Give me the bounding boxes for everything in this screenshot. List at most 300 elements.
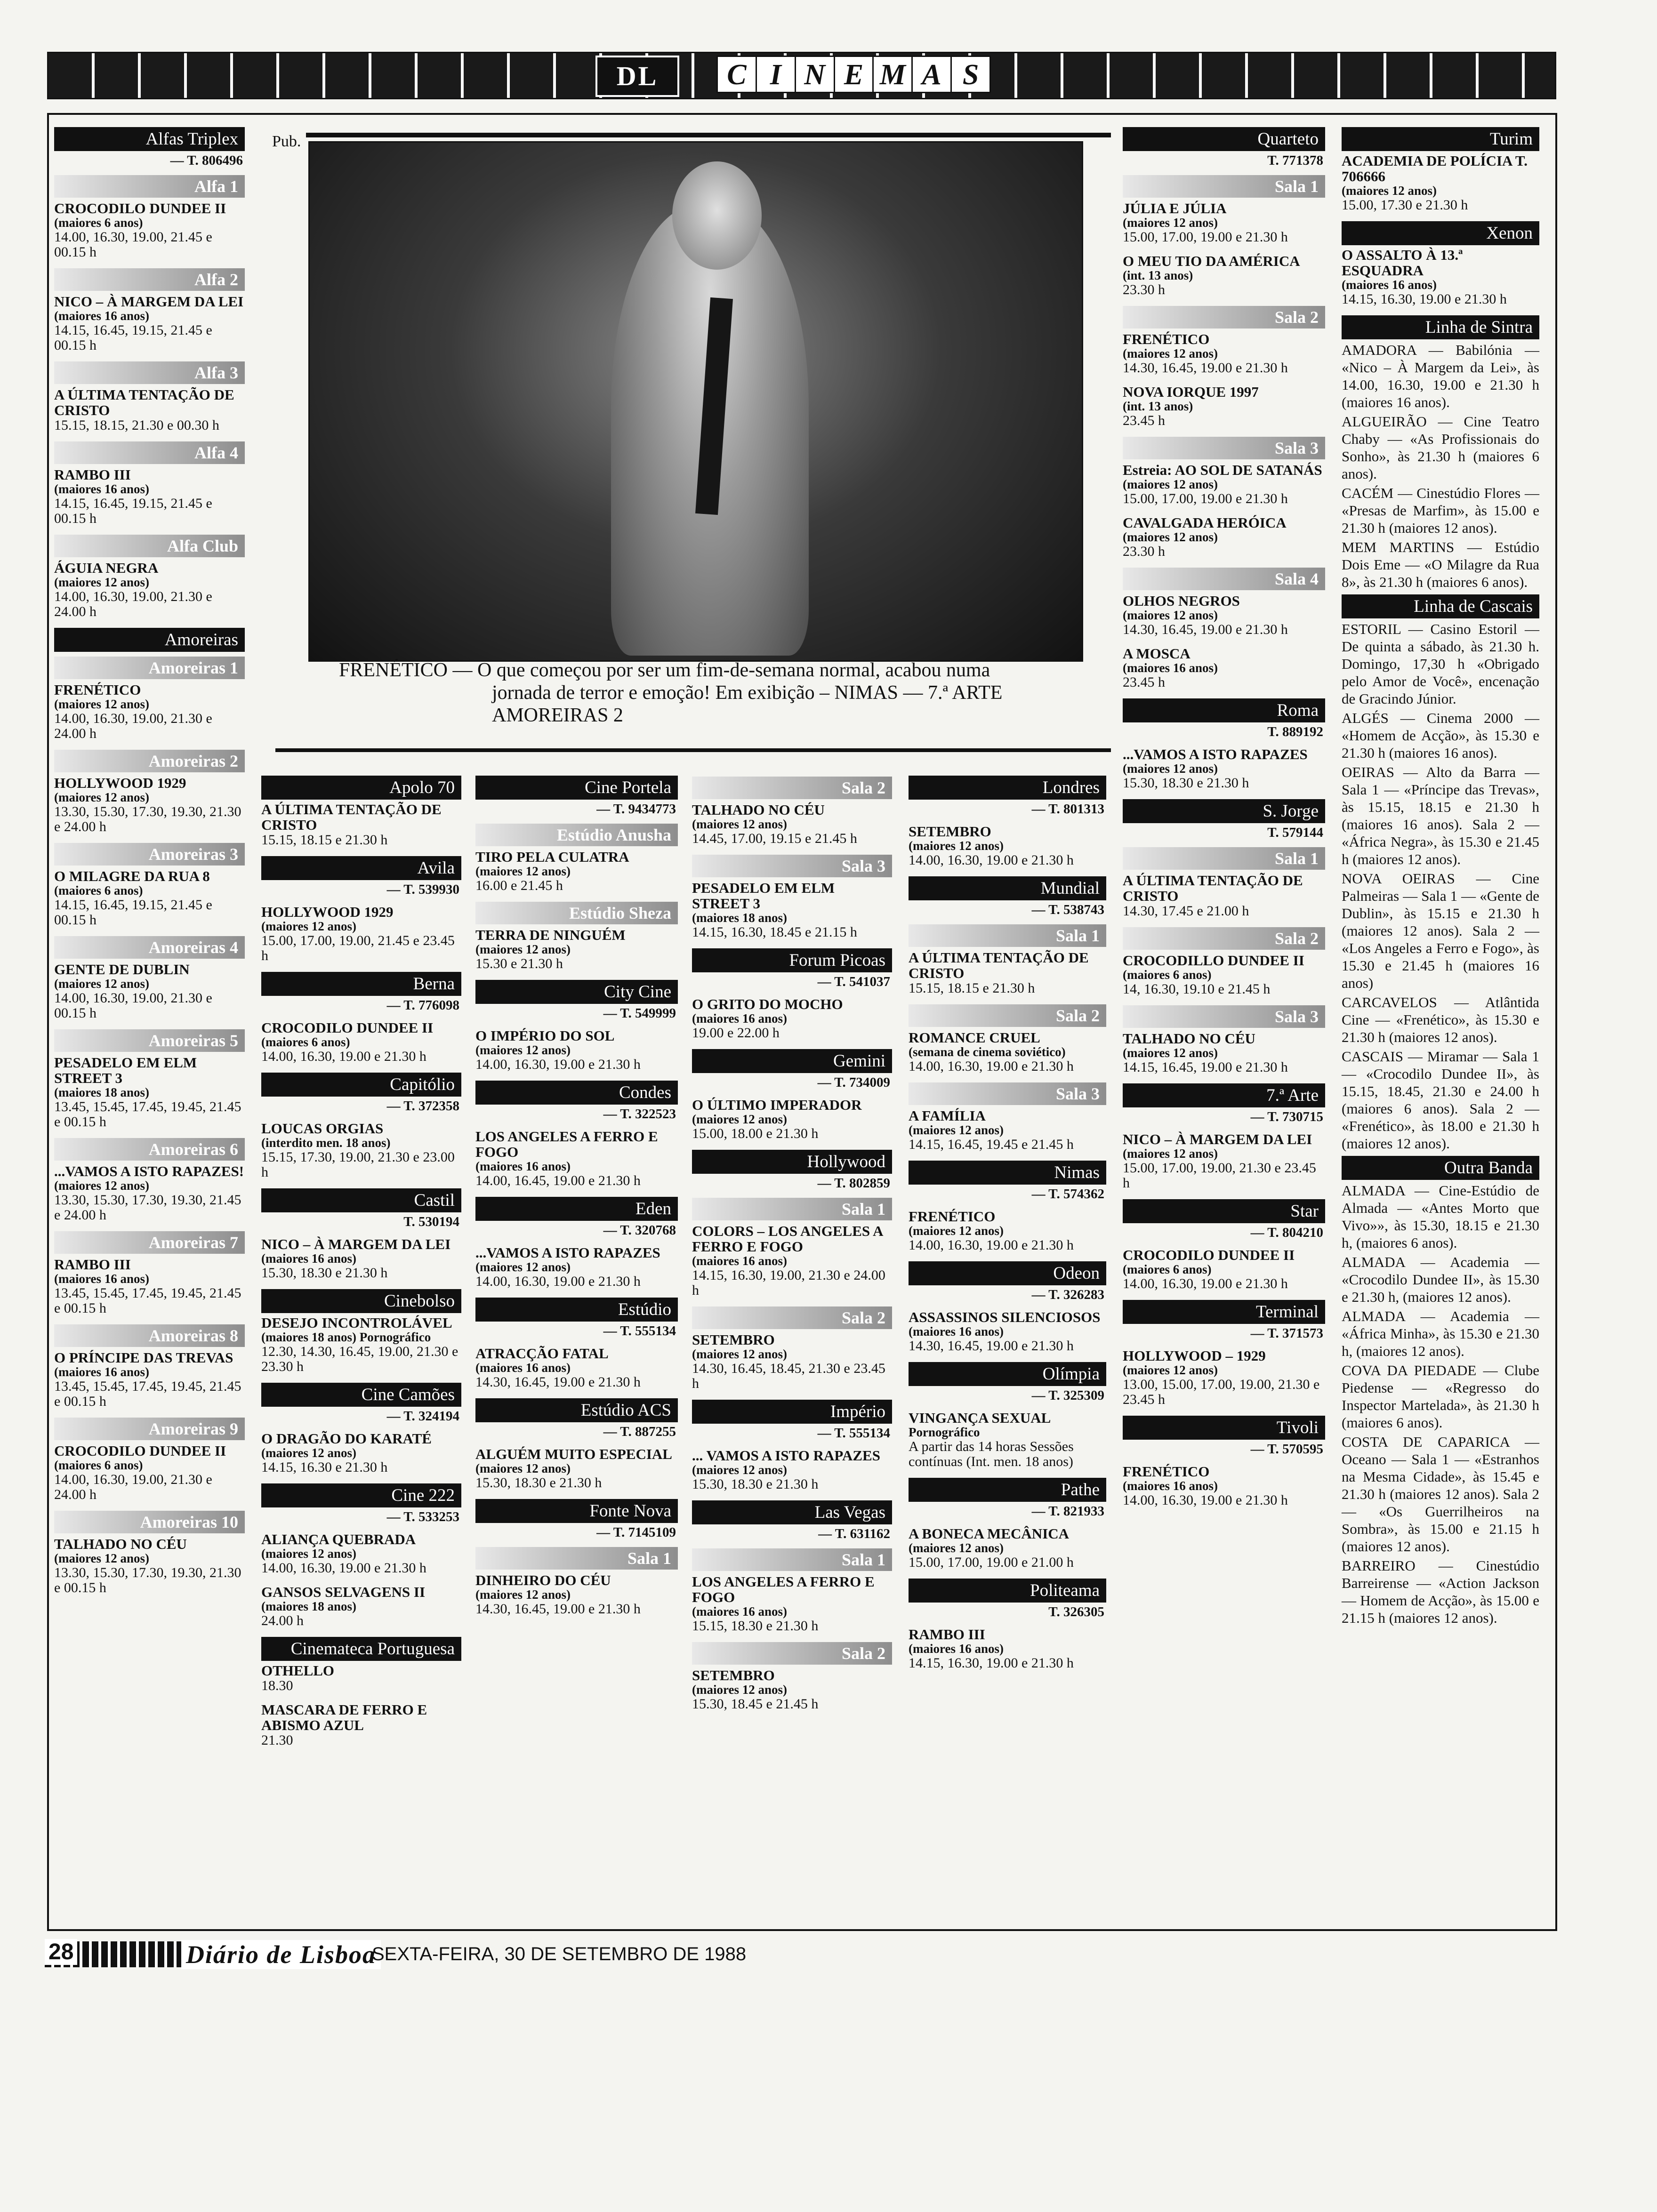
screen-header: Sala 2 — [692, 777, 892, 799]
rating: (maiores 12 anos) — [692, 1683, 787, 1697]
showtimes: 14.00, 16.30, 19.00, 21.30 e 24.00 h — [54, 711, 212, 741]
rating: (maiores 12 anos) — [1123, 761, 1218, 776]
phone-number: — T. 804210 — [1250, 1225, 1323, 1240]
showtimes: 15.30, 18.30 e 21.30 h — [261, 1265, 388, 1281]
film-title: Estreia: AO SOL DE SATANÁS — [1123, 462, 1322, 478]
phone-number: — T. 371573 — [1250, 1326, 1323, 1341]
screen-header: Amoreiras 10 — [54, 1511, 245, 1533]
showtimes: 14.15, 16.45, 19.15, 21.45 e 00.15 h — [54, 496, 212, 526]
rating: (maiores 16 anos) — [692, 1011, 787, 1026]
rating: (maiores 6 anos) — [54, 216, 143, 230]
film-title: CROCODILLO DUNDEE II — [1123, 952, 1304, 969]
screen-header: Alfa 1 — [54, 175, 245, 198]
film-title: ALGUÉM MUITO ESPECIAL — [475, 1446, 672, 1462]
rating: (maiores 16 anos) — [475, 1361, 571, 1375]
rating: (maiores 16 anos) — [909, 1642, 1004, 1656]
film-title: O ÚLTIMO IMPERADOR — [692, 1097, 862, 1113]
film-title: LOUCAS ORGIAS — [261, 1120, 384, 1137]
showtimes: 14.15, 16.30, 18.45 e 21.15 h — [692, 924, 857, 940]
film-title: ...VAMOS A ISTO RAPAZES — [1123, 746, 1308, 762]
cinema-header: Londres — [909, 776, 1106, 800]
rating: (maiores 12 anos) — [1123, 477, 1218, 491]
rating: (maiores 12 anos) — [1123, 346, 1218, 361]
film-title: SETEMBRO — [692, 1331, 775, 1348]
screen-header: Sala 3 — [909, 1082, 1106, 1105]
cinema-header: Estúdio — [475, 1298, 678, 1322]
rating: Pornográfico — [909, 1425, 980, 1439]
film-title: A BONECA MECÂNICA — [909, 1525, 1070, 1542]
listing-paragraph: MEM MARTINS — Estúdio Dois Eme — «O Milagre da Rua 8», às 21.30 h (maiores 6 anos). — [1342, 539, 1539, 590]
listing-paragraph: OEIRAS — Alto da Barra — Sala 1 — «Príncipe das Trevas», às 15.15, 18.15 e 21.30 h (maiores 16 anos). Sala 2 — «África Negra», às 15.30 e 21.45 h (maiores 12 anos). — [1342, 764, 1539, 867]
showtimes: 15.30, 18.30 e 21.30 h — [475, 1475, 602, 1491]
showtimes: 13.45, 15.45, 17.45, 19.45, 21.45 e 00.15 h — [54, 1285, 241, 1316]
cinema-header: Império — [692, 1400, 892, 1424]
film-title: CROCODILO DUNDEE II — [1123, 1247, 1295, 1263]
listing-column-3 — [475, 772, 678, 1625]
showtimes: 15.00, 17.00, 19.00, 21.30 e 23.45 h — [1123, 1160, 1316, 1191]
showtimes: 14.30, 16.45, 19.00 e 21.30 h — [1123, 622, 1288, 637]
showtimes: 14.30, 17.45 e 21.00 h — [1123, 903, 1249, 919]
rating: (maiores 12 anos) — [475, 1461, 571, 1475]
cinema-header: Nimas — [909, 1161, 1106, 1185]
phone-number: — T. 806496 — [170, 153, 243, 168]
film-title: HOLLYWOOD – 1929 — [1123, 1347, 1266, 1364]
screen-header: Alfa 3 — [54, 361, 245, 384]
cinema-header: Politeama — [909, 1579, 1106, 1603]
cinema-header: Apolo 70 — [261, 776, 461, 800]
top-rule — [306, 133, 1111, 137]
phone-number: — T. 574362 — [1031, 1186, 1104, 1202]
rating: (maiores 16 anos) — [1342, 278, 1437, 292]
rating: (maiores 12 anos) — [1123, 1363, 1218, 1377]
phone-number: T. 579144 — [1267, 825, 1323, 840]
showtimes: 18.30 — [261, 1678, 293, 1693]
film-title: GANSOS SELVAGENS II — [261, 1584, 426, 1600]
showtimes: 21.30 — [261, 1732, 293, 1748]
film-title: RAMBO III — [909, 1626, 985, 1643]
rating: (maiores 12 anos) — [1123, 1146, 1218, 1161]
phone-number: T. 326305 — [1048, 1604, 1104, 1619]
showtimes: 14.00, 16.30, 19.00, 21.30 e 00.15 h — [54, 990, 212, 1021]
film-title: O IMPÉRIO DO SOL — [475, 1027, 615, 1044]
film-title: TALHADO NO CÉU — [54, 1536, 187, 1552]
phone-number: — T. 555134 — [603, 1323, 676, 1338]
film-still-photo — [308, 141, 1083, 662]
film-title: CROCODILO DUNDEE II — [54, 200, 226, 216]
showtimes: A partir das 14 horas Sessões contínuas (Int. men. 18 anos) — [909, 1439, 1074, 1469]
rating: (maiores 6 anos) — [1123, 968, 1212, 982]
cinema-header: Condes — [475, 1081, 678, 1105]
film-title: O GRITO DO MOCHO — [692, 996, 843, 1012]
rating: (maiores 16 anos) — [1123, 661, 1218, 675]
screen-header: Amoreiras 1 — [54, 657, 245, 679]
rating: (maiores 16 anos) — [54, 482, 149, 496]
rating: (interdito men. 18 anos) — [261, 1136, 391, 1150]
showtimes: 13.30, 15.30, 17.30, 19.30, 21.30 e 00.15 h — [54, 1565, 241, 1595]
phone-number: — T. 9434773 — [596, 801, 676, 817]
rating: (maiores 18 anos) — [54, 1085, 149, 1099]
showtimes: 13.45, 15.45, 17.45, 19.45, 21.45 e 00.15 h — [54, 1099, 241, 1130]
cinema-header: Cine 222 — [261, 1483, 461, 1507]
listing-column-5 — [909, 772, 1106, 1679]
rating: (maiores 16 anos) — [54, 1272, 149, 1286]
phone-number: — T. 533253 — [386, 1509, 459, 1524]
screen-header: Sala 2 — [1123, 927, 1325, 950]
film-title: ATRACÇÃO FATAL — [475, 1345, 609, 1362]
showtimes: 15.00, 17.00, 19.00 e 21.30 h — [1123, 229, 1288, 245]
film-title: O ASSALTO À 13.ª ESQUADRA — [1342, 247, 1463, 279]
phone-number: — T. 324194 — [386, 1409, 459, 1424]
listing-paragraph: COSTA DE CAPARICA — Oceano — Sala 1 — «Estranhos na Mesma Cidade», às 15.45 e 21.30 h (maiores 12 anos). Sala 2 — «Os Guerrilheiros na Sombra», às 15.00 e 21.15 h (maiores 12 anos). — [1342, 1434, 1539, 1555]
showtimes: 15.30 e 21.30 h — [475, 956, 563, 971]
showtimes: 19.00 e 22.00 h — [692, 1025, 780, 1041]
cinema-header: Forum Picoas — [692, 948, 892, 972]
film-title: NICO – À MARGEM DA LEI — [54, 293, 244, 310]
film-title: OTHELLO — [261, 1662, 335, 1679]
showtimes: 13.30, 15.30, 17.30, 19.30, 21.30 e 24.00 h — [54, 804, 241, 834]
film-title: ACADEMIA DE POLÍCIA T. 706666 — [1342, 152, 1528, 184]
cinema-header: Gemini — [692, 1049, 892, 1073]
listing-paragraph: NOVA OEIRAS — Cine Palmeiras — Sala 1 — «Gente de Dublin», às 15.15 e 21.30 h (maiores 12 anos). Sala 2 — «Los Angeles a Ferro e Fogo», às 15.30 e 21.45 h (maiores 16 anos) — [1342, 870, 1539, 991]
film-title: HOLLYWOOD 1929 — [261, 904, 394, 920]
rating: (maiores 16 anos) — [692, 1254, 787, 1268]
film-title: PESADELO EM ELM STREET 3 — [54, 1054, 197, 1086]
masthead-letter: N — [795, 56, 835, 93]
cinema-header: Odeon — [909, 1261, 1106, 1285]
photo-caption — [339, 659, 1050, 727]
rating: (maiores 18 anos) — [692, 911, 787, 925]
showtimes: 14.15, 16.45, 19.15, 21.45 e 00.15 h — [54, 897, 212, 928]
screen-header: Amoreiras 4 — [54, 936, 245, 959]
cinema-header: Alfas Triplex — [54, 127, 245, 151]
rating: (maiores 12 anos) — [692, 1112, 787, 1126]
listing-paragraph: ALMADA — Academia — «África Minha», às 15.30 e 21.30 h, (maiores 12 anos). — [1342, 1308, 1539, 1359]
cinema-header: Turim — [1342, 127, 1539, 151]
film-title: FRENÉTICO — [54, 681, 141, 698]
showtimes: 14.00, 16.30, 19.00, 21.30 e 24.00 h — [54, 1472, 212, 1502]
cinema-header: Cine Portela — [475, 776, 678, 800]
phone-number: — T. 730715 — [1250, 1109, 1323, 1124]
showtimes: 14.00, 16.30, 19.00 e 21.30 h — [909, 852, 1074, 868]
rating: (maiores 12 anos) — [909, 1224, 1004, 1238]
phone-number: — T. 801313 — [1031, 801, 1104, 817]
cinema-header: Star — [1123, 1199, 1325, 1223]
cinema-header: Castil — [261, 1188, 461, 1212]
film-title: A ÚLTIMA TENTAÇÃO DE CRISTO — [909, 949, 1089, 981]
film-title: O PRÍNCIPE DAS TREVAS — [54, 1349, 233, 1366]
screen-header: Sala 1 — [475, 1547, 678, 1570]
showtimes: 14.00, 16.30, 19.00 e 21.30 h — [1123, 1492, 1288, 1508]
showtimes: 14.00, 16.45, 19.00 e 21.30 h — [475, 1173, 641, 1188]
cinema-header: Capitólio — [261, 1073, 461, 1097]
listing-paragraph: COVA DA PIEDADE — Clube Piedense — «Regresso do Inspector Martelada», às 21.30 h (maiores 6 anos). — [1342, 1362, 1539, 1431]
phone-number: — T. 821933 — [1031, 1504, 1104, 1519]
phone-number: — T. 776098 — [386, 998, 459, 1013]
cinema-header: Avila — [261, 856, 461, 880]
rating: (int. 13 anos) — [1123, 399, 1193, 413]
rating: (maiores 12 anos) — [54, 1178, 149, 1193]
rating: (maiores 16 anos) — [261, 1251, 356, 1266]
cinema-header: Linha de Cascais — [1342, 594, 1539, 618]
screen-header: Sala 3 — [1123, 1005, 1325, 1028]
phone-number: — T. 631162 — [818, 1526, 890, 1541]
film-title: DINHEIRO DO CÉU — [475, 1572, 611, 1588]
showtimes: 15.15, 17.30, 19.00, 21.30 e 23.00 h — [261, 1149, 455, 1180]
cinema-header: Roma — [1123, 698, 1325, 722]
rating: (maiores 16 anos) — [692, 1604, 787, 1619]
cinema-header: Mundial — [909, 876, 1106, 900]
rating: (maiores 12 anos) — [475, 864, 571, 878]
masthead-letter: C — [716, 56, 757, 93]
showtimes: 23.45 h — [1123, 413, 1165, 428]
showtimes: 14.00, 16.30, 19.00 e 21.30 h — [909, 1237, 1074, 1253]
phone-number: — T. 539930 — [386, 882, 459, 897]
cinema-header: Las Vegas — [692, 1500, 892, 1524]
rating: (maiores 16 anos) — [909, 1324, 1004, 1338]
rating: (maiores 12 anos) — [1123, 1046, 1218, 1060]
screen-header: Alfa 2 — [54, 268, 245, 291]
phone-number: — T. 322523 — [603, 1106, 676, 1122]
showtimes: 16.00 e 21.45 h — [475, 878, 563, 893]
listing-paragraph: ALMADA — Cine-Estúdio de Almada — «Antes Morto que Vivo»», às 15.30, 18.15 e 21.30 h, (maiores 6 anos). — [1342, 1182, 1539, 1251]
showtimes: 15.30, 18.30 e 21.30 h — [692, 1476, 819, 1492]
phone-number: — T. 887255 — [603, 1424, 676, 1439]
rating: (maiores 12 anos) — [261, 1547, 356, 1561]
rating: (maiores 12 anos) — [1342, 184, 1437, 198]
showtimes: 15.15, 18.15 e 21.30 h — [261, 832, 388, 848]
film-title: A ÚLTIMA TENTAÇÃO DE CRISTO — [261, 801, 442, 833]
showtimes: 15.30, 18.30 e 21.30 h — [1123, 775, 1249, 791]
pub-label: Pub. — [272, 133, 301, 150]
rating: (maiores 6 anos) — [54, 883, 143, 898]
rating: (maiores 12 anos) — [909, 1123, 1004, 1137]
screen-header: Sala 1 — [1123, 847, 1325, 870]
screen-header: Sala 2 — [692, 1642, 892, 1665]
rating: (maiores 18 anos) Pornográfico — [261, 1330, 431, 1344]
rating: (maiores 12 anos) — [1123, 608, 1218, 622]
screen-header: Amoreiras 8 — [54, 1324, 245, 1347]
screen-header: Sala 2 — [1123, 306, 1325, 329]
film-title: HOLLYWOOD 1929 — [54, 775, 186, 791]
showtimes: 14.15, 16.30, 19.00 e 21.30 h — [909, 1655, 1074, 1671]
photo-head — [672, 161, 762, 270]
rating: (maiores 12 anos) — [261, 1446, 356, 1460]
screen-header: Alfa 4 — [54, 441, 245, 464]
rating: (maiores 16 anos) — [1123, 1479, 1218, 1493]
newspaper-logo: Diário de Lisboa — [181, 1940, 381, 1969]
rating: (maiores 6 anos) — [261, 1035, 350, 1049]
film-title: FRENÉTICO — [1123, 1463, 1210, 1480]
phone-number: — T. 555134 — [817, 1426, 890, 1441]
film-title: NICO – À MARGEM DA LEI — [261, 1236, 451, 1252]
rating: (maiores 12 anos) — [54, 977, 149, 991]
listing-paragraph: CACÉM — Cinestúdio Flores — «Presas de Marfim», às 15.00 e 21.30 h (maiores 12 anos). — [1342, 485, 1539, 536]
rating: (maiores 12 anos) — [1123, 216, 1218, 230]
film-title: CAVALGADA HERÓICA — [1123, 514, 1287, 531]
cinema-header: Pathe — [909, 1478, 1106, 1502]
screen-header: Sala 4 — [1123, 568, 1325, 590]
film-title: DESEJO INCONTROLÁVEL — [261, 1314, 452, 1331]
film-title: A ÚLTIMA TENTAÇÃO DE CRISTO — [1123, 872, 1303, 904]
rating: (semana de cinema soviético) — [909, 1045, 1066, 1059]
screen-header: Amoreiras 9 — [54, 1418, 245, 1440]
screen-header: Sala 1 — [1123, 175, 1325, 198]
masthead-letter: I — [756, 56, 796, 93]
film-title: TALHADO NO CÉU — [1123, 1030, 1255, 1047]
showtimes: 23.30 h — [1123, 544, 1165, 559]
rating: (maiores 16 anos) — [54, 309, 149, 323]
film-title: ALIANÇA QUEBRADA — [261, 1531, 416, 1547]
showtimes: 15.15, 18.15 e 21.30 h — [909, 980, 1035, 996]
rating: (maiores 12 anos) — [475, 1260, 571, 1274]
caption-line: AMOREIRAS 2 — [492, 705, 623, 726]
showtimes: 15.15, 18.30 e 21.30 h — [692, 1618, 819, 1634]
cinema-header: Fonte Nova — [475, 1499, 678, 1523]
showtimes: 24.00 h — [261, 1613, 304, 1628]
showtimes: 13.00, 15.00, 17.00, 19.00, 21.30 e 23.45 h — [1123, 1377, 1320, 1407]
cinema-header: City Cine — [475, 980, 678, 1004]
showtimes: 14.00, 16.30, 19.00, 21.45 e 00.15 h — [54, 229, 212, 260]
screen-header: Sala 1 — [692, 1548, 892, 1571]
screen-header: Sala 1 — [909, 924, 1106, 947]
rating: (maiores 6 anos) — [1123, 1262, 1212, 1276]
film-title: LOS ANGELES A FERRO E FOGO — [692, 1573, 875, 1605]
film-title: OLHOS NEGROS — [1123, 593, 1240, 609]
listing-paragraph: ALMADA — Academia — «Crocodilo Dundee II», às 15.30 e 21.30 h, (maiores 12 anos). — [1342, 1254, 1539, 1305]
caption-line: FRENÉTICO — O que começou por ser um fim-de-semana normal, acabou numa — [339, 659, 990, 681]
showtimes: 14.00, 16.30, 19.00, 21.30 e 24.00 h — [54, 589, 212, 619]
rating: (maiores 12 anos) — [475, 1043, 571, 1057]
phone-number: — T. 541037 — [817, 974, 890, 989]
film-title: ÁGUIA NEGRA — [54, 560, 159, 576]
masthead-letter: E — [834, 56, 874, 93]
phone-number: — T. 549999 — [603, 1006, 676, 1021]
screen-header: Amoreiras 5 — [54, 1029, 245, 1052]
phone-number: T. 530194 — [403, 1214, 459, 1229]
film-title: A MOSCA — [1123, 645, 1190, 662]
listing-column-4 — [692, 772, 892, 1720]
cinema-header: Outra Banda — [1342, 1156, 1539, 1180]
film-title: ...VAMOS A ISTO RAPAZES! — [54, 1163, 244, 1179]
rating: (maiores 12 anos) — [54, 575, 149, 589]
film-title: A FAMÍLIA — [909, 1107, 986, 1124]
page-number: 28 — [45, 1939, 77, 1965]
phone-number: T. 889192 — [1267, 724, 1323, 739]
film-title: TIRO PELA CULATRA — [475, 849, 629, 865]
masthead-letter: A — [911, 56, 952, 93]
cinema-header: Terminal — [1123, 1300, 1325, 1324]
rating: (maiores 12 anos) — [692, 1463, 787, 1477]
cinema-header: Cine Camões — [261, 1383, 461, 1407]
film-title: CROCODILO DUNDEE II — [261, 1019, 434, 1036]
showtimes: 23.45 h — [1123, 674, 1165, 690]
film-title: O MEU TIO DA AMÉRICA — [1123, 253, 1300, 269]
showtimes: 15.00, 18.00 e 21.30 h — [692, 1126, 819, 1141]
listing-paragraph: ALGÉS — Cinema 2000 — «Homem de Acção», às 15.30 e 21.30 h (maiores 16 anos). — [1342, 710, 1539, 761]
phone-number: — T. 372358 — [386, 1098, 459, 1114]
film-title: ROMANCE CRUEL — [909, 1029, 1040, 1046]
phone-number: — T. 802859 — [817, 1176, 890, 1191]
showtimes: 14.00, 16.30, 19.00 e 21.30 h — [261, 1049, 426, 1064]
showtimes: 13.30, 15.30, 17.30, 19.30, 21.45 e 24.00 h — [54, 1192, 241, 1223]
cinema-header: Linha de Sintra — [1342, 315, 1539, 339]
showtimes: 14.30, 16.45, 19.00 e 21.30 h — [475, 1374, 641, 1390]
showtimes: 15.00, 17.00, 19.00 e 21.30 h — [1123, 491, 1288, 506]
screen-header: Estúdio Sheza — [475, 902, 678, 924]
cinema-header: S. Jorge — [1123, 799, 1325, 823]
listing-column-2 — [261, 772, 461, 1756]
listing-paragraph: AMADORA — Babilónia — «Nico – À Margem da Lei», às 14.00, 16.30, 19.00 e 21.30 h (maiores 16 anos). — [1342, 342, 1539, 410]
screen-header: Amoreiras 2 — [54, 750, 245, 772]
phone-number: — T. 325309 — [1031, 1388, 1104, 1403]
screen-header: Sala 2 — [692, 1306, 892, 1329]
screen-header: Sala 3 — [1123, 437, 1325, 459]
showtimes: 14.00, 16.30, 19.00 e 21.30 h — [475, 1274, 641, 1289]
cinema-header: Hollywood — [692, 1150, 892, 1174]
film-title: NOVA IORQUE 1997 — [1123, 384, 1259, 400]
rating: (maiores 16 anos) — [54, 1365, 149, 1379]
film-title: VINGANÇA SEXUAL — [909, 1410, 1051, 1426]
cinema-header: Xenon — [1342, 221, 1539, 245]
cinema-header: Estúdio ACS — [475, 1398, 678, 1422]
screen-header: Amoreiras 7 — [54, 1231, 245, 1254]
showtimes: 14.00, 16.30, 19.00 e 21.30 h — [1123, 1276, 1288, 1291]
showtimes: 14.00, 16.30, 19.00 e 21.30 h — [909, 1058, 1074, 1074]
film-title: JÚLIA E JÚLIA — [1123, 200, 1227, 216]
rating: (maiores 12 anos) — [261, 919, 356, 933]
showtimes: 14, 16.30, 19.10 e 21.45 h — [1123, 981, 1271, 997]
cinema-header: Olímpia — [909, 1362, 1106, 1386]
listing-paragraph: CARCAVELOS — Atlântida Cine — «Frenético», às 15.30 e 21.30 h (maiores 12 anos). — [1342, 994, 1539, 1045]
showtimes: 14.15, 16.45, 19.45 e 21.45 h — [909, 1137, 1074, 1152]
showtimes: 15.00, 17.00, 19.00 e 21.00 h — [909, 1555, 1074, 1570]
phone-number: — T. 570595 — [1250, 1442, 1323, 1457]
showtimes: 15.15, 18.15, 21.30 e 00.30 h — [54, 417, 219, 433]
masthead-letter: S — [950, 56, 991, 93]
cinema-header: Berna — [261, 972, 461, 996]
cinema-header: Amoreiras — [54, 628, 245, 652]
listing-paragraph: ALGUEIRÃO — Cine Teatro Chaby — «As Profissionais do Sonho», às 21.30 h (maiores 6 anos). — [1342, 413, 1539, 482]
listing-column-7 — [1342, 123, 1539, 1628]
showtimes: 14.30, 16.45, 19.00 e 21.30 h — [909, 1338, 1074, 1354]
phone-number: — T. 326283 — [1031, 1287, 1104, 1302]
showtimes: 14.15, 16.30, 19.00 e 21.30 h — [1342, 291, 1507, 307]
rating: (maiores 12 anos) — [909, 1541, 1004, 1555]
rating: (int. 13 anos) — [1123, 268, 1193, 282]
cinema-header: Eden — [475, 1197, 678, 1221]
rating: (maiores 12 anos) — [54, 697, 149, 711]
film-title: COLORS – LOS ANGELES A FERRO E FOGO — [692, 1223, 883, 1255]
film-title: A ÚLTIMA TENTAÇÃO DE CRISTO — [54, 386, 234, 418]
phone-number: — T. 734009 — [817, 1075, 890, 1090]
film-title: RAMBO III — [54, 1256, 131, 1273]
screen-header: Sala 1 — [692, 1198, 892, 1220]
film-title: O MILAGRE DA RUA 8 — [54, 868, 210, 884]
film-title: SETEMBRO — [909, 823, 991, 840]
film-title: TERRA DE NINGUÉM — [475, 927, 626, 943]
film-title: CROCODILO DUNDEE II — [54, 1443, 226, 1459]
phone-number: — T. 320768 — [603, 1223, 676, 1238]
cinema-header: 7.ª Arte — [1123, 1083, 1325, 1107]
screen-header: Alfa Club — [54, 535, 245, 557]
caption-line: jornada de terror e emoção! Em exibição – NIMAS — 7.ª ARTE — [492, 682, 1003, 704]
phone-number: T. 771378 — [1267, 153, 1323, 168]
film-title: LOS ANGELES A FERRO E FOGO — [475, 1128, 658, 1160]
masthead-letter: M — [872, 56, 913, 93]
showtimes: 14.45, 17.00, 19.15 e 21.45 h — [692, 831, 857, 846]
showtimes: 15.30, 18.45 e 21.45 h — [692, 1696, 819, 1712]
rating: (maiores 12 anos) — [54, 790, 149, 804]
